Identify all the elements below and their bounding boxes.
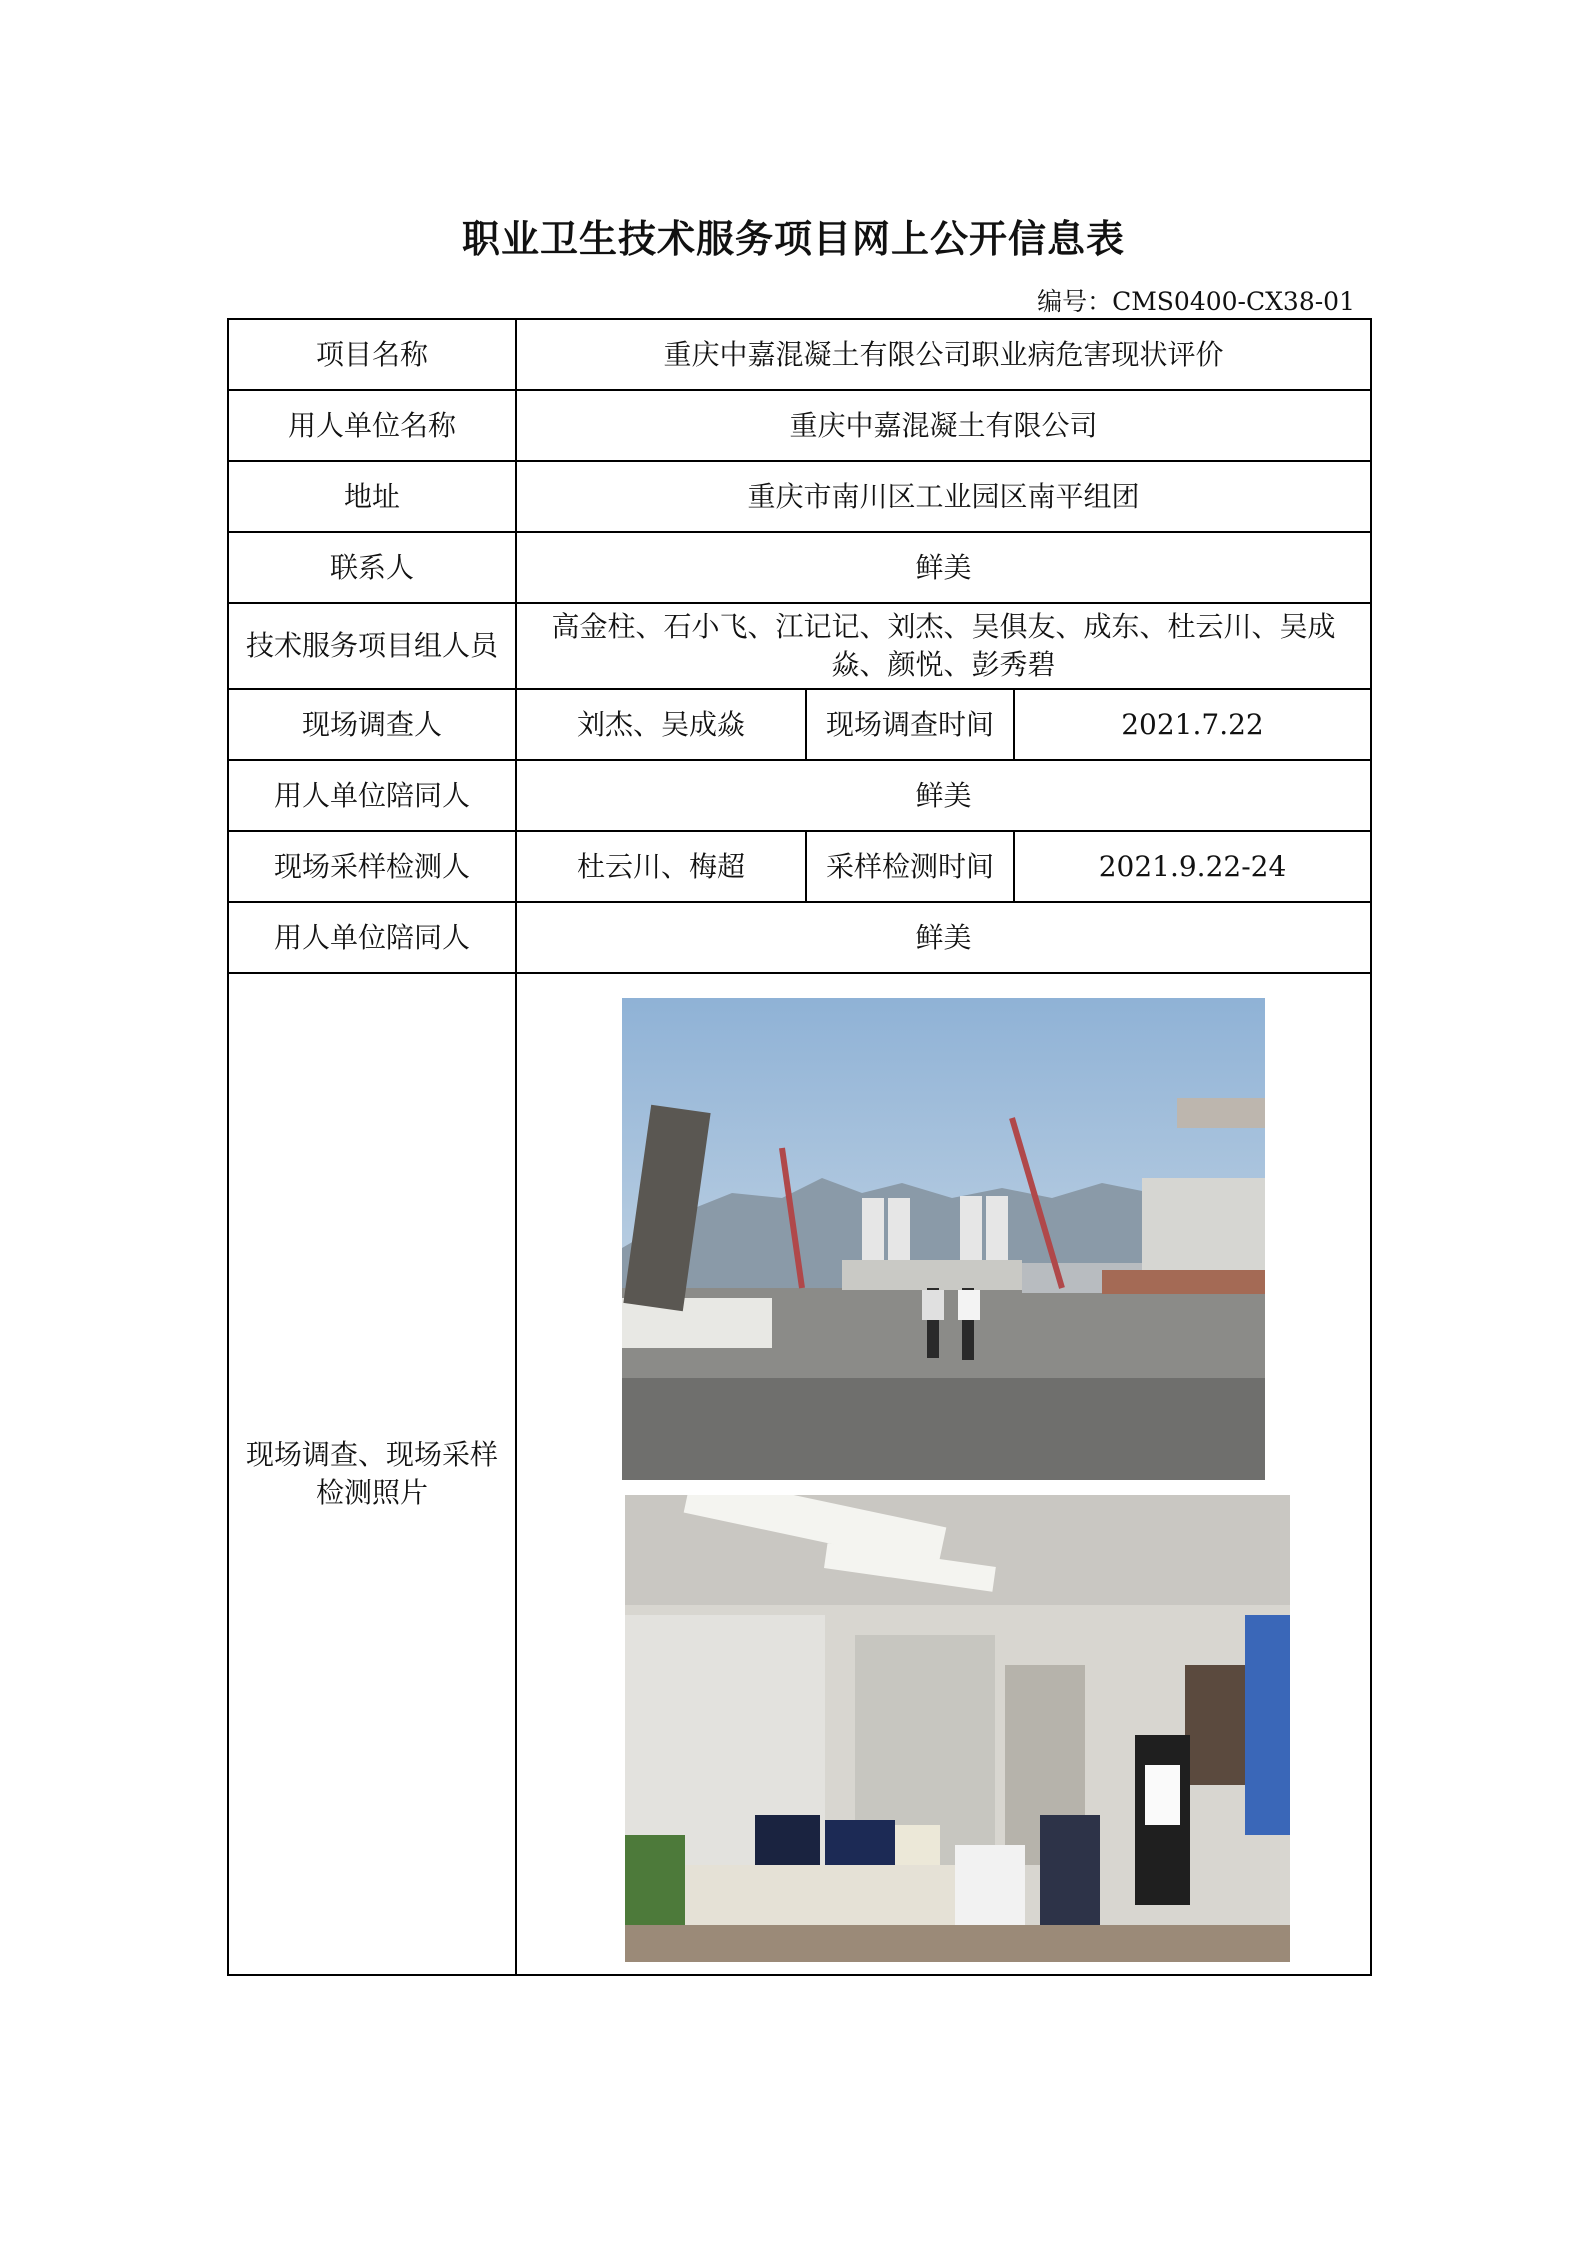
row-team <box>228 603 1371 689</box>
label-sampling: 现场采样检测人 <box>228 831 516 902</box>
row-photos <box>228 973 1371 1975</box>
row-escort-2 <box>228 902 1371 973</box>
value-sampling: 杜云川、梅超 <box>516 831 806 902</box>
info-table <box>227 318 1372 1976</box>
document-code: 编号：CMS0400-CX38-01 <box>1037 287 1355 316</box>
value-sampling-time: 2021.9.22-24 <box>1014 831 1371 902</box>
photo-cell <box>516 973 1371 1975</box>
row-escort-1 <box>228 760 1371 831</box>
label-project-name: 项目名称 <box>228 319 516 390</box>
label-address: 地址 <box>228 461 516 532</box>
label-sampling-time: 采样检测时间 <box>806 831 1014 902</box>
row-contact <box>228 532 1371 603</box>
label-contact: 联系人 <box>228 532 516 603</box>
outdoor-site-photo <box>622 998 1265 1480</box>
label-team: 技术服务项目组人员 <box>228 603 516 689</box>
value-survey: 刘杰、吴成焱 <box>516 689 806 760</box>
row-employer <box>228 390 1371 461</box>
value-escort-1: 鲜美 <box>516 760 1371 831</box>
control-room-photo <box>625 1495 1290 1962</box>
value-employer: 重庆中嘉混凝土有限公司 <box>516 390 1371 461</box>
value-address: 重庆市南川区工业园区南平组团 <box>516 461 1371 532</box>
label-employer: 用人单位名称 <box>228 390 516 461</box>
row-survey <box>228 689 1371 760</box>
value-contact: 鲜美 <box>516 532 1371 603</box>
label-escort-2: 用人单位陪同人 <box>228 902 516 973</box>
row-address <box>228 461 1371 532</box>
page-title: 职业卫生技术服务项目网上公开信息表 <box>461 216 1125 261</box>
row-sampling <box>228 831 1371 902</box>
value-survey-time: 2021.7.22 <box>1014 689 1371 760</box>
label-photos-text: 现场调查、现场采样检测照片 <box>245 1438 498 1509</box>
row-project-name <box>228 319 1371 390</box>
label-photos <box>228 973 516 1975</box>
label-survey: 现场调查人 <box>228 689 516 760</box>
value-team: 高金柱、石小飞、江记记、刘杰、吴俱友、成东、杜云川、吴成焱、颜悦、彭秀碧 <box>516 603 1371 689</box>
value-escort-2: 鲜美 <box>516 902 1371 973</box>
label-survey-time: 现场调查时间 <box>806 689 1014 760</box>
value-project-name: 重庆中嘉混凝土有限公司职业病危害现状评价 <box>516 319 1371 390</box>
label-escort-1: 用人单位陪同人 <box>228 760 516 831</box>
